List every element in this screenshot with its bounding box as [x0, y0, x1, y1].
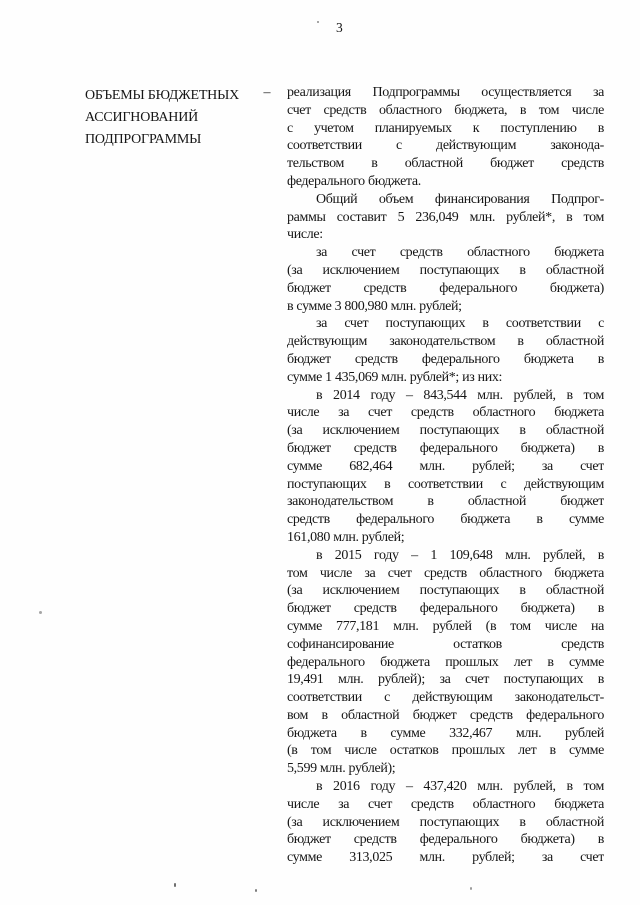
text-line: за счет поступающих в соответствии с — [316, 316, 604, 332]
entry-label-line: АССИГНОВАНИЙ — [85, 110, 199, 125]
text-line: Общий объем финансирования Подпрог- — [316, 191, 604, 207]
text-line: в 2014 году – 843,544 млн. рублей, в том — [316, 387, 604, 403]
text-line: софинансирование остатков средств — [287, 636, 604, 652]
text-line: сумме 313,025 млн. рублей; за счет — [287, 850, 604, 866]
scan-speck — [39, 611, 42, 614]
entry-separator-dash: – — [263, 85, 271, 100]
text-line: числе за счет средств областного бюджета — [287, 796, 604, 812]
text-line: поступающих в соответствии с действующим — [287, 476, 604, 492]
text-line: сумме 682,464 млн. рублей; за счет — [287, 458, 604, 474]
text-line: тельством в областной бюджет средств — [287, 156, 604, 172]
text-line: том числе за счет средств областного бюджета — [287, 565, 604, 581]
text-line: (за исключением поступающих в областной — [287, 423, 604, 439]
entry-label-line: ПОДПРОГРАММЫ — [85, 132, 202, 147]
entry-label — [85, 85, 265, 151]
text-line: (за исключением поступающих в областной — [287, 262, 604, 278]
text-line: бюджет средств федерального бюджета) в — [287, 440, 604, 456]
text-line: сумме 1 435,069 млн. рублей*; из них: — [287, 369, 503, 385]
text-line: (в том числе остатков прошлых лет в сумме — [287, 743, 604, 759]
text-line: вом в областной бюджет средств федерального — [287, 707, 604, 723]
text-line: бюджет средств федерального бюджета) в — [287, 601, 604, 617]
text-line: законодательством в областной бюджет — [287, 494, 604, 510]
page-number: 3 — [336, 20, 343, 35]
text-line: в 2016 году – 437,420 млн. рублей, в том — [316, 779, 604, 795]
text-line: сумме 777,181 млн. рублей (в том числе на — [287, 618, 604, 634]
text-line: 5,599 млн. рублей); — [287, 761, 396, 777]
text-line: бюджета в сумме 332,467 млн. рублей — [287, 725, 604, 741]
text-line: (за исключением поступающих в областной — [287, 583, 604, 599]
text-line: за счет средств областного бюджета — [316, 245, 604, 261]
text-line: соответствии с действующим законодательст- — [287, 690, 604, 706]
text-line: счет средств областного бюджета, в том числе — [287, 102, 604, 118]
text-line: числе за счет средств областного бюджета — [287, 405, 604, 421]
text-line: средств федерального бюджета в сумме — [287, 512, 604, 528]
text-line: 161,080 млн. рублей; — [287, 529, 405, 545]
text-line: соответствии с действующим законода- — [287, 138, 604, 154]
scan-speck — [255, 889, 257, 892]
text-line: бюджет средств федерального бюджета) в — [287, 832, 604, 848]
text-line: бюджет средств федерального бюджета) — [287, 280, 604, 296]
text-line: в 2015 году – 1 109,648 млн. рублей, в — [316, 547, 604, 563]
text-line: федерального бюджета. — [287, 173, 421, 189]
text-line: 19,491 млн. рублей); за счет поступающих в — [287, 672, 604, 688]
text-line: федерального бюджета прошлых лет в сумме — [287, 654, 604, 670]
text-line: числе: — [287, 227, 323, 243]
text-line: в сумме 3 800,980 млн. рублей; — [287, 298, 462, 314]
text-line: (за исключением поступающих в областной — [287, 814, 604, 830]
scan-speck — [317, 21, 319, 23]
text-line: бюджет средств федерального бюджета в — [287, 351, 604, 367]
text-line: с учетом планируемых к поступлению в — [287, 120, 604, 136]
entry-text — [287, 84, 604, 867]
text-line: действующим законодательством в областной — [287, 334, 604, 350]
text-line: раммы составит 5 236,049 млн. рублей*, в том — [287, 209, 604, 225]
scan-speck — [470, 887, 472, 890]
entry-label-line: ОБЪЕМЫ БЮДЖЕТНЫХ — [85, 88, 240, 103]
text-line: реализация Подпрограммы осуществляется за — [287, 85, 604, 100]
scan-speck — [174, 883, 176, 887]
